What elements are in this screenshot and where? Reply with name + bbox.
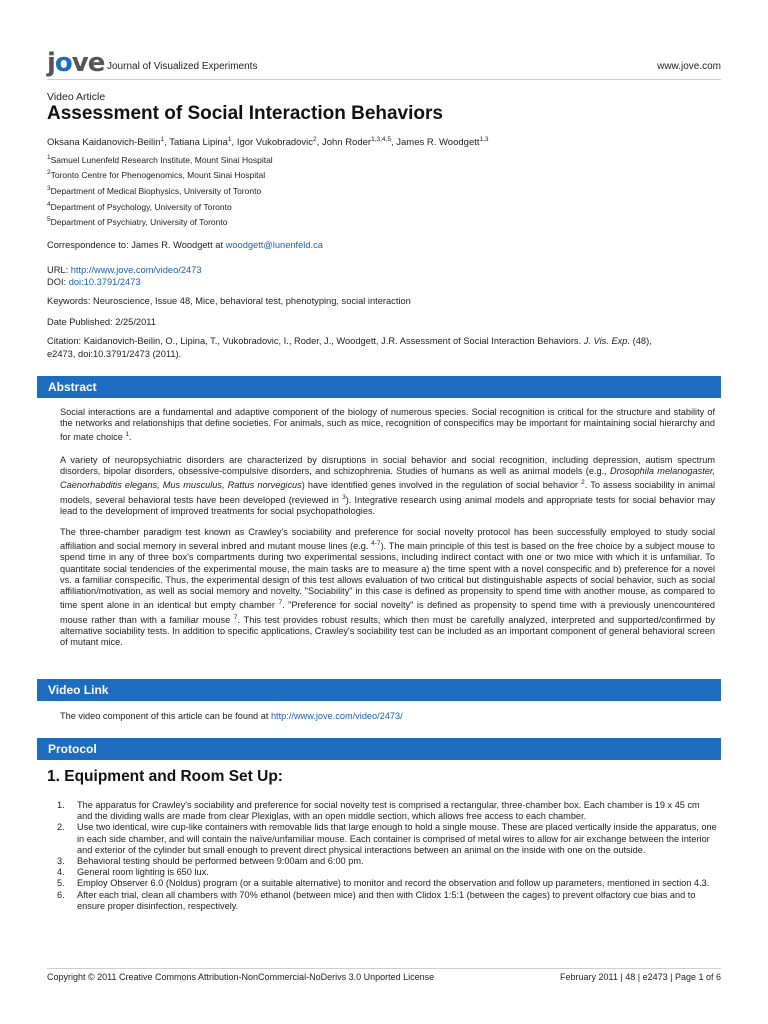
page-info: February 2011 | 48 | e2473 | Page 1 of 6	[560, 972, 721, 982]
author-name: James R. Woodgett	[396, 137, 480, 149]
step-number: 6.	[57, 889, 65, 900]
url-line	[47, 264, 727, 277]
jove-logo[interactable]: jove	[47, 48, 105, 78]
citation-journal: J. Vis. Exp.	[583, 336, 631, 346]
affiliation-number: 5	[47, 216, 51, 223]
affiliation-text: Department of Psychiatry, University of Toronto	[50, 216, 228, 227]
reference-sup: 4-7	[371, 540, 381, 548]
abstract-heading: Abstract	[37, 376, 721, 398]
step-text: Employ Observer 6.0 (Noldus) program (or a suitable alternative) to monitor and record the observation and follow up parameters, mentioned in section 4.3.	[77, 878, 710, 889]
reference-sup: 1	[125, 431, 129, 439]
affiliation-text: Department of Medical Biophysics, University of Toronto	[50, 185, 262, 196]
doi-label: DOI:	[47, 277, 69, 287]
paragraph-text: . This test provides robust results, which then must be carefully analyzed, interpreted and supported/confirmed by alternative sociability tests. In addition to specific applications, Crawley's sociability test can be included as an important component of general behavioral screen of mutant mice.	[60, 614, 715, 648]
author-name: Tatiana Lipina	[169, 137, 228, 149]
step-number: 2.	[57, 822, 65, 833]
species-names: Drosophila melanogaster, Caenorhabditis elegans, Mus musculus, Rattus norvegicus	[60, 466, 716, 491]
affiliation-number: 4	[47, 201, 51, 208]
protocol-heading: Protocol	[37, 738, 721, 760]
paragraph-text: . "Preference for social novelty" is defined as propensity to spend time with a previously unencountered mouse rather than with a familiar mouse	[60, 600, 715, 625]
correspondence	[47, 239, 727, 252]
protocol-steps	[47, 800, 717, 912]
paragraph-text: A variety of neuropsychiatric disorders are characterized by disruptions in social behavior and social recognition, including depression, autism spectrum disorders, bipolar disorders, obsessive-compulsive disorders, and schizophrenia. Studies of humans as well as animal models (e.g.,	[60, 455, 715, 477]
citation-doi: e2473, doi:10.3791/2473 (2011).	[47, 348, 182, 359]
affiliation	[47, 185, 261, 196]
doi-link[interactable]: doi:10.3791/2473	[68, 277, 141, 287]
citation-issue: (48),	[630, 336, 652, 346]
list-item	[47, 878, 717, 889]
url-label: URL:	[47, 265, 71, 275]
abstract-paragraph: Social interactions are a fundamental and adaptive component of the biology of numerous species. Social recognition is critical for the structure and stability of the networks and relationships that define societies. For animals, such as mice, recognition of conspecifics may be important for maintaining social hierarchy and for mate choice $^1$.	[60, 407, 715, 443]
author-name: Igor Vukobradovic	[236, 137, 314, 149]
affiliation-number: 1	[47, 154, 51, 161]
reference-sup: 7	[278, 599, 283, 607]
paragraph-text: ). Integrative research using animal models and appropriate tests for social behavior may lead to the development of improved treatments for social psychopathologies.	[60, 494, 715, 516]
date-published: Date Published: 2/25/2011	[47, 317, 156, 327]
affiliation-number: 3	[47, 185, 51, 192]
abstract-paragraph	[60, 527, 715, 648]
header-divider	[47, 79, 721, 80]
reference-sup: 2	[581, 479, 585, 487]
affiliation	[47, 169, 265, 180]
website-link[interactable]: www.jove.com	[657, 61, 721, 72]
affiliation	[47, 216, 227, 227]
list-item	[47, 867, 717, 878]
affiliation-text: Toronto Centre for Phenogenomics, Mount Sinai Hospital	[50, 169, 266, 180]
affiliation-text: Department of Psychology, University of Toronto	[50, 201, 232, 212]
affiliation-text: Samuel Lunenfeld Research Institute, Mount Sinai Hospital	[50, 154, 273, 165]
doi-line	[47, 276, 727, 289]
paragraph-text: ) have identified genes involved in the regulation of social behavior	[301, 480, 582, 491]
video-link-heading: Video Link	[37, 679, 721, 701]
paragraph-text: The video component of this article can be found at	[60, 711, 271, 721]
paragraph-text: . To assess sociability in animal models, several behavioral tests have been developed (reviewed in	[60, 480, 715, 505]
article-title: Assessment of Social Interaction Behaviors	[47, 103, 443, 124]
reference-sup: 3	[342, 493, 346, 501]
paragraph-text: Social interactions are a fundamental and adaptive component of the biology of numerous species. Social recognition is critical for the structure and stability of the networks and relationships that define societies. For animals, such as mice, recognition of conspecifics may be important for maintaining social hierarchy and for mate choice	[60, 407, 715, 443]
affiliation-number: 2	[47, 169, 51, 176]
correspondence-label: Correspondence to: James R. Woodgett at	[47, 240, 226, 250]
paragraph-text: The three-chamber paradigm test known as Crawley's sociability and preference for social novelty protocol has been successfully employed to study social affiliation and social memory in several inbred and mutant mouse lines (e.g.	[60, 527, 715, 552]
footer-divider	[47, 968, 721, 969]
article-type: Video Article	[47, 91, 106, 103]
step-text: General room lighting is 650 lux.	[77, 867, 209, 878]
author-affiliation-ref: 1,3	[479, 136, 489, 143]
step-text: The apparatus for Crawley's sociability and preference for social novelty test is comprised a rectangular, three-chamber box. Each chamber is 19 x 45 cm and the dividing walls are made from clear Plexiglas, with an open middle section, which allows free access to each chamber.	[77, 800, 700, 822]
author-affiliation-ref: 2	[313, 136, 317, 143]
author-name: John Roder	[321, 137, 372, 149]
step-number: 3.	[57, 856, 65, 867]
citation	[47, 335, 727, 360]
step-text: After each trial, clean all chambers with 70% ethanol (between mice) and then with Clidox 1:5:1 (between the cages) to prevent olfactory cue bias and to ensure proper disinfection, respectively.	[77, 889, 696, 911]
step-number: 4.	[57, 867, 65, 878]
list-item	[47, 800, 717, 822]
video-link-paragraph	[60, 711, 715, 722]
citation-text: Citation: Kaidanovich-Beilin, O., Lipina, T., Vukobradovic, I., Roder, J., Woodgett, J.R. Assessment of Social Interaction Behaviors.	[47, 336, 584, 346]
section-title: 1. Equipment and Room Set Up:	[47, 768, 283, 785]
author-name: Oksana Kaidanovich-Beilin	[47, 137, 161, 149]
paragraph-text: ). The main principle of this test is based on the free choice by a subject mouse to spend time in any of three box's compartments during two experimental sessions, including indirect contact with one or two mice with which it is unfamiliar. To quantitate social tendencies of the experimental mouse, the main tasks are to measure a) the time spent with a novel conspecific and b) preference for a novel vs. a familiar conspecific. Thus, the experimental design of this test allows evaluation of two critical but distinguishable aspects of social behavior, such as social affiliation/motivation, as well as social memory and novelty. "Sociability" in this case is defined as propensity to spend time with another mouse, as compared to time spent alone in an identical but empty chamber	[60, 541, 715, 611]
step-number: 1.	[57, 800, 65, 810]
email-link[interactable]: woodgett@lunenfeld.ca	[225, 240, 323, 250]
step-number: 5.	[57, 878, 65, 889]
journal-name: Journal of Visualized Experiments	[107, 61, 258, 72]
list-item	[47, 822, 717, 856]
step-text: Behavioral testing should be performed between 9:00am and 6:00 pm.	[77, 856, 364, 867]
video-url-link[interactable]: http://www.jove.com/video/2473/	[270, 711, 403, 721]
step-text: Use two identical, wire cup-like containers with removable lids that large enough to hold a single mouse. These are placed vertically inside the apparatus, one in each side chamber, and will contain the naïve/unfamiliar mouse. Each container is comprised of metal wires to allow for air exchange between the interior and exterior of the cylinder but small enough to prevent direct physical interactions between an animal on the inside with one on the outside.	[77, 822, 717, 855]
author-affiliation-ref: 1,3,4,5	[371, 136, 391, 143]
list-item	[47, 890, 717, 912]
reference-sup: 7	[233, 613, 238, 621]
affiliation	[47, 154, 273, 165]
copyright: Copyright © 2011 Creative Commons Attribution-NonCommercial-NoDerivs 3.0 Unported License	[47, 972, 435, 982]
keywords: Keywords: Neuroscience, Issue 48, Mice, behavioral test, phenotyping, social interaction	[47, 296, 411, 306]
abstract-paragraph	[60, 455, 715, 517]
article-url-link[interactable]: http://www.jove.com/video/2473	[70, 265, 202, 275]
author-affiliation-ref: 1	[227, 136, 232, 143]
list-item	[47, 856, 717, 867]
author-affiliation-ref: 1	[160, 136, 165, 143]
affiliation	[47, 201, 232, 212]
author-list: Oksana Kaidanovich-Beilin$^1$, Tatiana Lipina$^1$, Igor Vukobradovic$^2$, John Roder$^{1,3,4,5}$, James R. Woodgett$^{1,3}$	[47, 136, 489, 149]
